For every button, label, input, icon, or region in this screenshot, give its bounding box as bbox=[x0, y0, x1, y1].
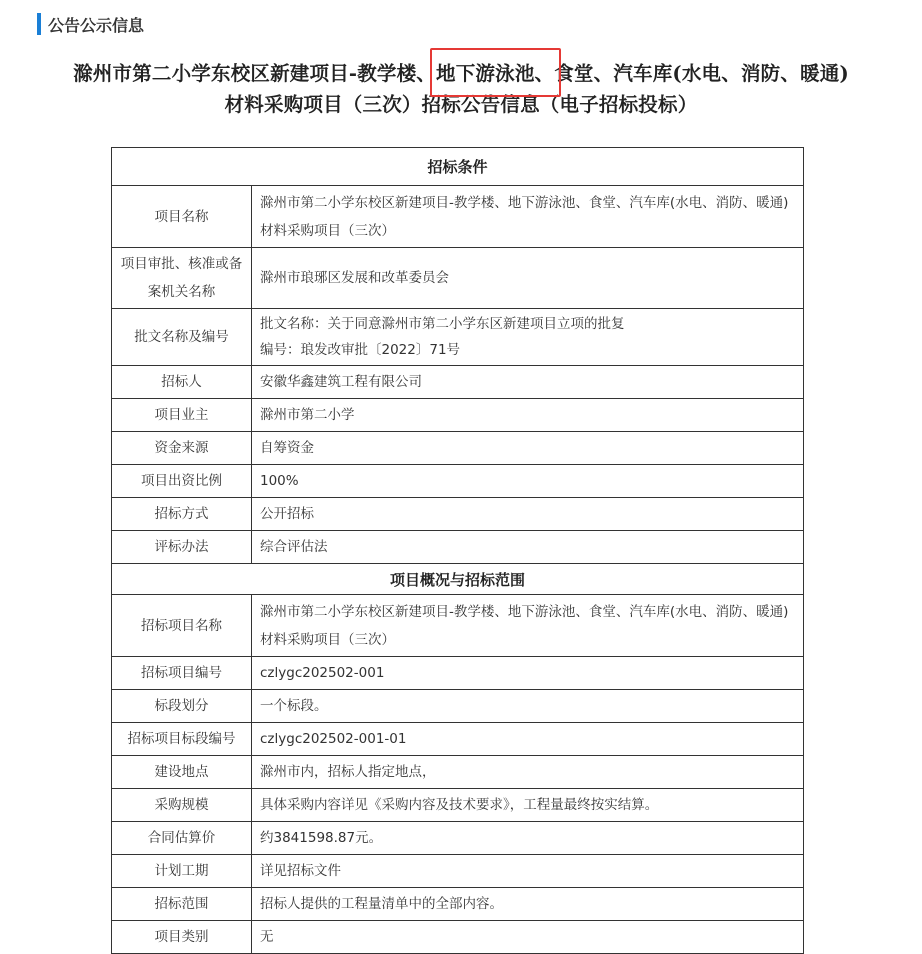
table-row bbox=[112, 690, 804, 723]
row-value: 一个标段。 bbox=[252, 690, 804, 723]
table-row bbox=[112, 399, 804, 432]
table-row bbox=[112, 531, 804, 564]
tender-info-table bbox=[111, 147, 804, 954]
row-value: 滁州市琅琊区发展和改革委员会 bbox=[252, 248, 804, 309]
row-label: 招标项目标段编号 bbox=[112, 723, 252, 756]
row-value: 滁州市内，招标人指定地点， bbox=[252, 756, 804, 789]
row-label: 招标方式 bbox=[112, 498, 252, 531]
table-row bbox=[112, 822, 804, 855]
table-row bbox=[112, 248, 804, 309]
table-row bbox=[112, 186, 804, 248]
section-header-tender-conditions: 招标条件 bbox=[112, 148, 804, 186]
table-row bbox=[112, 789, 804, 822]
table-row bbox=[112, 366, 804, 399]
notice-title-highlight-text: 地下游泳池、 bbox=[436, 62, 555, 85]
row-value: 招标人提供的工程量清单中的全部内容。 bbox=[252, 888, 804, 921]
section-header-project-overview: 项目概况与招标范围 bbox=[112, 564, 804, 595]
row-value: 无 bbox=[252, 921, 804, 954]
row-label: 项目审批、核准或备案机关名称 bbox=[112, 248, 252, 309]
row-label: 评标办法 bbox=[112, 531, 252, 564]
notice-title-line2: 材料采购项目（三次）招标公告信息（电子招标投标） bbox=[224, 93, 698, 116]
row-value: 滁州市第二小学 bbox=[252, 399, 804, 432]
row-label: 建设地点 bbox=[112, 756, 252, 789]
table-row bbox=[112, 921, 804, 954]
table-row bbox=[112, 723, 804, 756]
row-value: 具体采购内容详见《采购内容及技术要求》，工程量最终按实结算。 bbox=[252, 789, 804, 822]
table-row bbox=[112, 432, 804, 465]
notice-title-part2: 食堂、汽车库(水电、消防、暖通) bbox=[554, 62, 849, 85]
row-label: 资金来源 bbox=[112, 432, 252, 465]
row-label: 采购规模 bbox=[112, 789, 252, 822]
table-row bbox=[112, 498, 804, 531]
table-row bbox=[112, 855, 804, 888]
row-value: 综合评估法 bbox=[252, 531, 804, 564]
row-value: 约3841598.87元。 bbox=[252, 822, 804, 855]
section-title: 公告公示信息 bbox=[48, 15, 145, 35]
row-label: 项目名称 bbox=[112, 186, 252, 248]
row-label: 项目类别 bbox=[112, 921, 252, 954]
row-value: 滁州市第二小学东校区新建项目-教学楼、地下游泳池、食堂、汽车库(水电、消防、暖通)材料采购项目（三次） bbox=[252, 595, 804, 657]
row-label: 项目出资比例 bbox=[112, 465, 252, 498]
row-value: czlygc202502-001-01 bbox=[252, 723, 804, 756]
notice-title-part1: 滁州市第二小学东校区新建项目-教学楼、 bbox=[73, 62, 437, 85]
row-value: czlygc202502-001 bbox=[252, 657, 804, 690]
row-label: 招标项目编号 bbox=[112, 657, 252, 690]
section-header-row bbox=[112, 148, 804, 186]
row-label: 标段划分 bbox=[112, 690, 252, 723]
section-header bbox=[37, 12, 144, 36]
row-value: 自筹资金 bbox=[252, 432, 804, 465]
table-row bbox=[112, 595, 804, 657]
row-label: 招标范围 bbox=[112, 888, 252, 921]
row-label: 项目业主 bbox=[112, 399, 252, 432]
row-value: 详见招标文件 bbox=[252, 855, 804, 888]
section-header-row bbox=[112, 564, 804, 595]
table-row bbox=[112, 657, 804, 690]
approval-number: 编号：琅发改审批〔2022〕71号 bbox=[260, 342, 461, 358]
table-row bbox=[112, 465, 804, 498]
row-value: 100% bbox=[252, 465, 804, 498]
row-label: 计划工期 bbox=[112, 855, 252, 888]
row-value bbox=[252, 309, 804, 366]
section-accent-bar bbox=[37, 13, 41, 35]
notice-title-highlight bbox=[436, 62, 554, 85]
row-value: 安徽华鑫建筑工程有限公司 bbox=[252, 366, 804, 399]
notice-title bbox=[20, 58, 902, 120]
row-value: 滁州市第二小学东校区新建项目-教学楼、地下游泳池、食堂、汽车库(水电、消防、暖通)材料采购项目（三次） bbox=[252, 186, 804, 248]
table-row bbox=[112, 756, 804, 789]
row-value: 公开招标 bbox=[252, 498, 804, 531]
row-label: 批文名称及编号 bbox=[112, 309, 252, 366]
row-label: 招标人 bbox=[112, 366, 252, 399]
approval-name: 批文名称：关于同意滁州市第二小学东区新建项目立项的批复 bbox=[260, 316, 625, 332]
row-label: 合同估算价 bbox=[112, 822, 252, 855]
table-row bbox=[112, 888, 804, 921]
row-label: 招标项目名称 bbox=[112, 595, 252, 657]
table-row bbox=[112, 309, 804, 366]
